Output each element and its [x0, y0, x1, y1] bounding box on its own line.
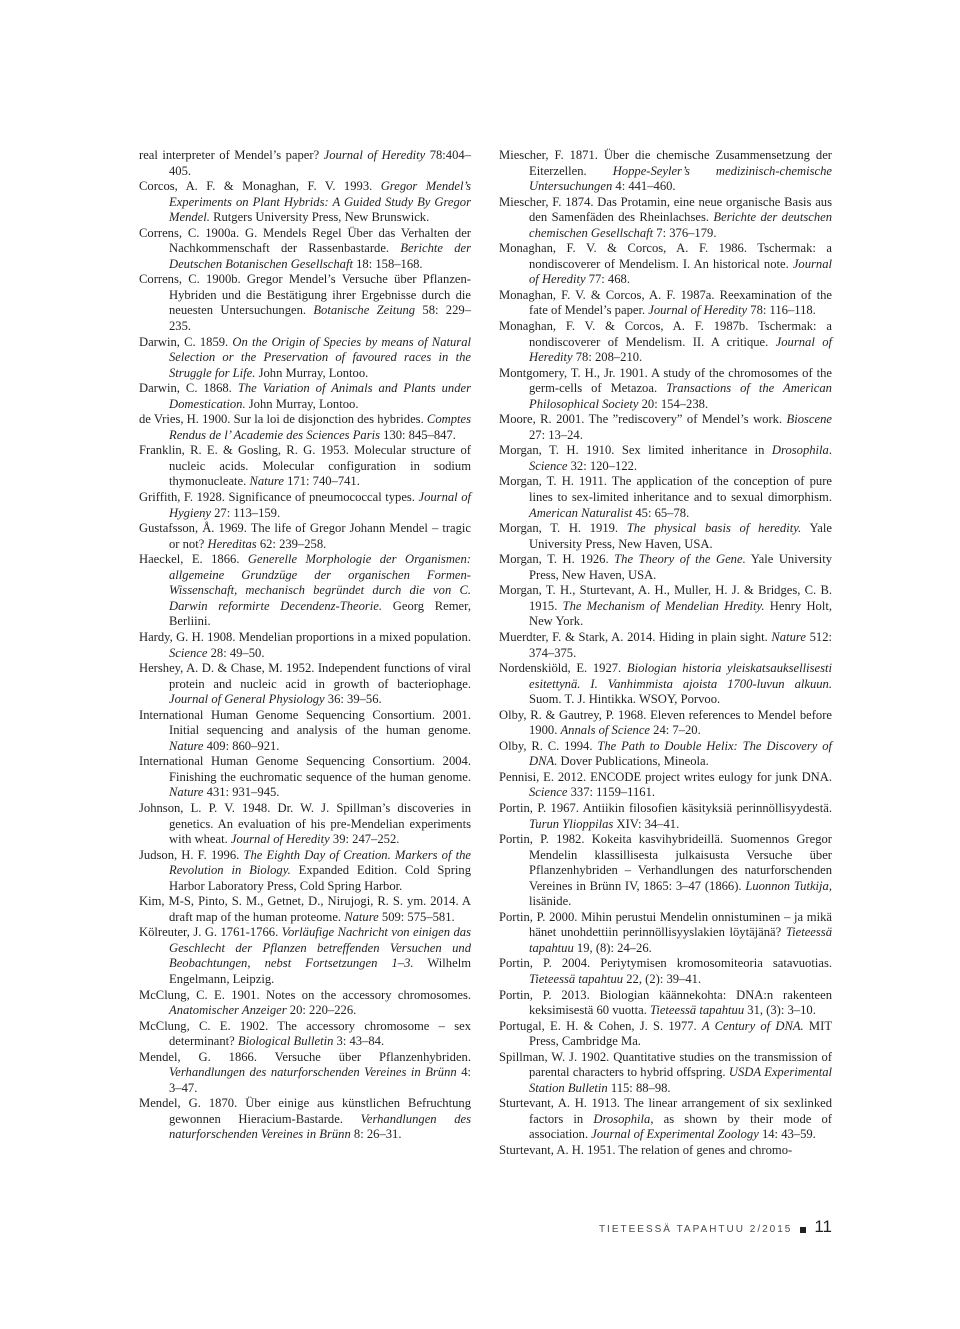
reference-text: Suom. T. J. Hintikka. WSOY, Porvoo.: [529, 692, 721, 707]
reference-text: 78:404–405.: [169, 148, 471, 178]
reference-italic-text: Journal of Heredity: [529, 256, 832, 287]
reference-text: 28: 49–50.: [207, 645, 265, 660]
reference-text: 78: 208–210.: [572, 350, 643, 365]
reference-italic-text: Journal of Heredity: [323, 148, 426, 162]
reference-text: 27: 113–159.: [210, 505, 281, 520]
reference-entry: [139, 521, 471, 552]
reference-text: Darwin, C. 1868.: [139, 381, 238, 396]
page-footer: [599, 1216, 832, 1236]
reference-text: Darwin, C. 1859.: [139, 334, 233, 349]
reference-entry: [499, 1143, 832, 1159]
reference-italic-text: Verhandlungen des naturforschenden Vereines in Brünn: [169, 1065, 457, 1080]
reference-text: Georg Remer, Berliini.: [169, 598, 471, 629]
reference-text: Muerdter, F. & Stark, A. 2014. Hiding in plain sight.: [499, 629, 772, 644]
reference-italic-text: The physical basis of heredity.: [626, 521, 802, 536]
reference-entry: [139, 552, 471, 630]
reference-text: 4: 3–47.: [169, 1065, 471, 1095]
reference-entry: [139, 272, 471, 334]
reference-text: 27: 13–24.: [529, 427, 583, 442]
reference-text: 39: 247–252.: [329, 832, 400, 847]
reference-italic-text: Luonnon Tutkija: [745, 878, 829, 893]
reference-entry: [139, 848, 471, 895]
reference-text: 512: 374–375.: [529, 629, 832, 660]
reference-text: .: [828, 443, 832, 458]
reference-text: Kölreuter, J. G. 1761-1766.: [139, 925, 282, 940]
reference-text: Johnson, L. P. V. 1948. Dr. W. J. Spillman’s discoveries in genetics. An evaluation of his pre-Mendelian experiments with wheat.: [139, 800, 471, 847]
reference-entry: [139, 335, 471, 382]
reference-italic-text: Drosophila: [771, 443, 829, 458]
reference-entry: [139, 490, 471, 521]
reference-entry: [499, 739, 832, 770]
reference-italic-text: Transactions of the American Philosophical Society: [529, 381, 832, 411]
reference-text: Monaghan, F. V. & Corcos, A. F. 1986. Tschermak: a nondiscoverer of Mendelism. I. An historical note.: [499, 241, 832, 271]
reference-italic-text: Annals of Science: [560, 723, 651, 738]
reference-italic-text: Berichte der deutschen chemischen Gesellschaft: [529, 210, 832, 240]
reference-text: Franklin, R. E. & Gosling, R. G. 1953. Molecular structure of nucleic acids. Molecular configuration in sodium thymonucleate.: [139, 443, 471, 489]
reference-italic-text: USDA Experimental Station Bulletin: [529, 1065, 832, 1095]
reference-text: Portin, P. 1982. Kokeita kasvihybrideillä. Suomennos Gregor Mendelin klassillisesta julkaisusta Versuche über Pflanzenhybriden – Verhandlungen des naturforschenden Vereines in Brünn IV, 1865: 3–47 (1866).: [499, 832, 832, 893]
reference-italic-text: Journal of Experimental Zoology: [591, 1127, 759, 1142]
reference-italic-text: Journal of Hygieny: [169, 490, 471, 520]
reference-text: 171: 740–741.: [283, 474, 360, 489]
reference-italic-text: Tieteessä tapahtuu: [529, 925, 832, 955]
reference-text: 7: 376–179.: [653, 225, 717, 240]
reference-italic-text: Drosophila: [593, 1111, 651, 1126]
reference-text: Griffith, F. 1928. Significance of pneumococcal types.: [139, 490, 419, 505]
reference-entry: [499, 1050, 832, 1097]
reference-entry: [499, 521, 832, 552]
reference-text: Sturtevant, A. H. 1913. The linear arrangement of six sexlinked factors in: [499, 1096, 832, 1126]
reference-text: 31, (3): 3–10.: [744, 1003, 816, 1018]
reference-text: 14: 43–59.: [758, 1127, 816, 1142]
reference-entry: [139, 754, 471, 801]
reference-entry: [499, 552, 832, 583]
reference-text: 115: 88–98.: [607, 1080, 671, 1095]
reference-text: XIV: 34–41.: [613, 816, 680, 831]
journal-issue-label: TIETEESSÄ TAPAHTUU 2/2015: [598, 1224, 793, 1235]
reference-text: 18: 158–168.: [352, 256, 423, 271]
reference-text: 62: 239–258.: [256, 536, 327, 551]
reference-text: Judson, H. F. 1996.: [139, 847, 244, 862]
reference-text: Spillman, W. J. 1902. Quantitative studies on the transmission of parental characters to hybrid offspring.: [499, 1049, 832, 1080]
reference-text: 77: 468.: [585, 272, 630, 287]
reference-text: McClung, C. E. 1902. The accessory chromosome – sex determinant?: [139, 1018, 471, 1049]
reference-text: Gustafsson, Å. 1969. The life of Gregor Johann Mendel – tragic or not?: [139, 521, 471, 551]
reference-entry: [499, 661, 832, 708]
reference-text: McClung, C. E. 1901. Notes on the accessory chromosomes.: [139, 987, 471, 1002]
reference-text: Olby, R. & Gautrey, P. 1968. Eleven references to Mendel before 1900.: [499, 707, 832, 738]
reference-italic-text: Tieteessä tapahtuu: [529, 971, 624, 986]
reference-text: International Human Genome Sequencing Consortium. 2004. Finishing the euchromatic sequence of the human genome.: [139, 754, 471, 784]
reference-italic-text: The Theory of the Gene.: [614, 552, 746, 567]
reference-italic-text: Biological Bulletin: [237, 1034, 334, 1049]
reference-text: 337: 1159–1161.: [567, 785, 656, 800]
reference-italic-text: On the Origin of Species by means of Natural Selection or the Preservation of favoured races in the Struggle for Life.: [169, 334, 471, 380]
reference-text: Morgan, T. H. 1919.: [499, 521, 627, 536]
reference-text: Yale University Press, New Haven, USA.: [529, 552, 832, 582]
reference-text: Haeckel, E. 1866.: [139, 552, 248, 567]
reference-italic-text: American Naturalist: [529, 505, 633, 520]
reference-text: 20: 220–226.: [286, 1003, 357, 1018]
reference-entry: [139, 894, 471, 925]
reference-italic-text: Nature: [344, 909, 379, 924]
reference-entry: [499, 988, 832, 1019]
reference-text: 431: 931–945.: [203, 785, 280, 800]
reference-entry: [499, 148, 832, 195]
reference-entry: [499, 583, 832, 630]
reference-text: Portin, P. 2004. Periytymisen kromosomiteoria satavuotias.: [499, 956, 832, 971]
reference-italic-text: Comptes Rendus de l’ Academie des Sciences Paris: [169, 412, 471, 442]
reference-text: 509: 575–581.: [378, 909, 455, 924]
reference-text: 36: 39–56.: [324, 692, 382, 707]
reference-text: Mendel, G. 1866. Versuche über Pflanzenhybriden.: [139, 1049, 471, 1064]
reference-entry: [139, 179, 471, 226]
reference-text: MIT Press, Cambridge Ma.: [529, 1018, 833, 1049]
reference-text: Henry Holt, New York.: [529, 598, 832, 629]
reference-entry: [499, 366, 832, 413]
reference-text: Portin, P. 1967. Antiikin filosofien käsityksiä perinnöllisyydestä.: [499, 800, 832, 815]
reference-text: Mendel, G. 1870. Über einige aus künstlichen Befruchtung gewonnen Hieracium-Bastarde.: [139, 1096, 471, 1126]
reference-italic-text: Gregor Mendel’s Experiments on Plant Hybrids: A Guided Study By Gregor Mendel.: [169, 179, 471, 225]
reference-text: 4: 441–460.: [612, 179, 676, 194]
reference-text: Olby, R. C. 1994.: [499, 738, 598, 753]
reference-italic-text: Nature: [249, 474, 284, 489]
reference-text: 32: 120–122.: [567, 458, 638, 473]
reference-text: Rutgers University Press, New Brunswick.: [209, 210, 430, 225]
reference-italic-text: Vorläufige Nachricht von einigen das Geschlecht der Pflanzen betreffenden Versuchen und Beobachtungen, nebst Fortsetzungen 1–3.: [169, 925, 471, 971]
reference-entry: [499, 412, 832, 443]
reference-text: 409: 860–921.: [203, 738, 280, 753]
reference-text: Morgan, T. H. 1911. The application of the conception of pure lines to sex-limited inheritance and to sexual dimorphism.: [499, 474, 832, 505]
reference-text: 22, (2): 39–41.: [623, 971, 702, 986]
reference-italic-text: Journal of Heredity: [230, 832, 330, 847]
reference-entry: [499, 241, 832, 288]
reference-text: Portugal, E. H. & Cohen, J. S. 1977.: [499, 1018, 702, 1033]
reference-italic-text: The Path to Double Helix: The Discovery of DNA.: [529, 738, 833, 769]
reference-italic-text: Hereditas: [207, 536, 257, 551]
reference-italic-text: Tieteessä tapahtuu: [650, 1003, 745, 1018]
reference-text: 8: 26–31.: [350, 1127, 402, 1142]
reference-text: Portin, P. 2000. Mihin perustui Mendelin onnistuminen – ja mikä hänet unohdettiin perinnöllisyyslakien löytäjänä?: [499, 909, 832, 940]
reference-text: Portin, P. 2013. Biologian käännekohta: DNA:n rakenteen keksimisestä 60 vuotta.: [499, 987, 832, 1018]
reference-text: 19, (8): 24–26.: [573, 940, 652, 955]
references-right-column: [499, 148, 832, 1159]
reference-entry: [139, 1050, 471, 1097]
reference-italic-text: Nature: [169, 738, 204, 753]
reference-text: Morgan, T. H. 1910. Sex limited inheritance in: [499, 443, 772, 458]
reference-italic-text: Nature: [771, 629, 806, 644]
reference-entry: [139, 988, 471, 1019]
reference-italic-text: Science: [169, 645, 208, 660]
reference-entry: [499, 770, 832, 801]
reference-italic-text: The Eighth Day of Creation. Markers of the Revolution in Biology.: [169, 847, 471, 878]
reference-text: Corcos, A. F. & Monaghan, F. V. 1993.: [139, 179, 381, 194]
reference-entry: [139, 148, 471, 179]
references-left-column: [139, 148, 471, 1143]
reference-entry: [499, 801, 832, 832]
reference-italic-text: Generelle Morphologie der Organismen: allgemeine Grundzüge der organischen Formen-Wissenschaft, mechanisch begründet durch die von C. Darwin reformirte Decendenz-Theorie.: [169, 552, 471, 613]
reference-text: Miescher, F. 1871. Über die chemische Zusammensetzung der Eiterzellen.: [499, 148, 832, 178]
reference-italic-text: Bioscene: [786, 412, 832, 427]
reference-entry: [499, 708, 832, 739]
reference-entry: [139, 925, 471, 987]
reference-text: Dover Publications, Mineola.: [557, 754, 709, 769]
reference-text: Kim, M-S, Pinto, S. M., Getnet, D., Nirujogi, R. S. ym. 2014. A draft map of the human proteome.: [139, 894, 471, 924]
reference-entry: [139, 661, 471, 708]
reference-entry: [139, 801, 471, 848]
reference-entry: [499, 195, 832, 242]
reference-entry: [139, 381, 471, 412]
reference-text: Monaghan, F. V. & Corcos, A. F. 1987a. Reexamination of the fate of Mendel’s paper.: [499, 287, 832, 318]
reference-italic-text: Journal of Heredity: [529, 334, 833, 365]
reference-italic-text: A Century of DNA.: [701, 1018, 804, 1033]
reference-text: John Murray, Lontoo.: [245, 396, 359, 411]
reference-italic-text: Botanische Zeitung: [313, 303, 416, 318]
reference-text: 78: 116–118.: [747, 303, 816, 318]
reference-text: de Vries, H. 1900. Sur la loi de disjonction des hybrides.: [139, 412, 427, 427]
reference-entry: [499, 630, 832, 661]
reference-text: 20: 154–238.: [638, 396, 709, 411]
page-number: 11: [814, 1217, 832, 1236]
reference-text: Wilhelm Engelmann, Leipzig.: [169, 956, 471, 986]
reference-text: 24: 7–20.: [650, 723, 701, 738]
reference-text: Correns, C. 1900a. G. Mendels Regel Über das Verhalten der Nachkommenschaft der Rassenbastarde.: [139, 225, 471, 256]
reference-text: 58: 229–235.: [169, 303, 471, 334]
reference-text: Morgan, T. H. 1926.: [499, 552, 615, 567]
reference-italic-text: Journal of Heredity: [648, 303, 748, 318]
reference-text: real interpreter of Mendel’s paper?: [139, 148, 324, 162]
reference-italic-text: The Mechanism of Mendelian Hredity.: [562, 598, 765, 613]
reference-text: , as shown by their mode of association.: [529, 1111, 833, 1142]
reference-text: Hershey, A. D. & Chase, M. 1952. Independent functions of viral protein and nucleic acid in growth of bacteriophage.: [139, 661, 471, 691]
reference-italic-text: Turun Ylioppilas: [529, 816, 614, 831]
reference-entry: [499, 443, 832, 474]
reference-italic-text: Science: [529, 458, 568, 473]
reference-italic-text: Science: [529, 785, 568, 800]
reference-text: Montgomery, T. H., Jr. 1901. A study of the chromosomes of the germ-cells of Metazoa.: [499, 365, 832, 396]
reference-italic-text: Berichte der Deutschen Botanischen Gesellschaft: [169, 241, 471, 271]
reference-italic-text: Nature: [169, 785, 204, 800]
reference-entry: [499, 288, 832, 319]
reference-text: 45: 65–78.: [632, 505, 690, 520]
reference-italic-text: Biologian historia yleiskatsauksellisesti esitettynä. I. Vanhimmista ajoista 1700-luvun alkuun.: [529, 661, 832, 691]
reference-text: Hardy, G. H. 1908. Mendelian proportions in a mixed population.: [139, 629, 471, 644]
footer-square-icon: [800, 1227, 806, 1233]
reference-italic-text: Journal of General Physiology: [169, 692, 325, 707]
reference-entry: [499, 319, 832, 366]
reference-italic-text: Hoppe-Seyler’s medizinisch-chemische Untersuchungen: [529, 163, 832, 194]
reference-entry: [499, 832, 832, 910]
reference-text: John Murray, Lontoo.: [255, 365, 369, 380]
reference-text: 130: 845–847.: [380, 427, 456, 442]
reference-text: Nordenskiöld, E. 1927.: [499, 661, 627, 676]
reference-entry: [139, 412, 471, 443]
reference-text: Correns, C. 1900b. Gregor Mendel’s Versuche über Pflanzen-Hybriden und die Bestätigung ihrer Ergebnisse durch die neuesten Untersuchungen.: [139, 272, 471, 318]
reference-text: Monaghan, F. V. & Corcos, A. F. 1987b. Tschermak: a nondiscoverer of Mendelism. II. A critique.: [499, 319, 832, 349]
reference-text: , lisänide.: [529, 878, 832, 909]
reference-entry: [139, 226, 471, 273]
reference-text: Miescher, F. 1874. Das Protamin, eine neue organische Basis aus den Samenfäden des Rheinlachses.: [499, 194, 832, 225]
reference-text: Morgan, T. H., Sturtevant, A. H., Muller, H. J. & Bridges, C. B. 1915.: [499, 583, 832, 613]
reference-entry: [499, 1019, 832, 1050]
reference-entry: [499, 474, 832, 521]
reference-entry: [139, 630, 471, 661]
reference-italic-text: Anatomischer Anzeiger: [169, 1003, 287, 1018]
reference-text: 3: 43–84.: [333, 1034, 385, 1049]
reference-entry: [139, 443, 471, 490]
reference-text: Moore, R. 2001. The ”rediscovery” of Mendel’s work.: [499, 412, 787, 427]
reference-entry: [499, 910, 832, 957]
reference-entry: [139, 708, 471, 755]
reference-entry: [139, 1096, 471, 1143]
reference-entry: [499, 1096, 832, 1143]
reference-text: Sturtevant, A. H. 1951. The relation of genes and chromo-: [499, 1143, 793, 1157]
reference-text: Yale University Press, New Haven, USA.: [529, 521, 832, 551]
reference-italic-text: The Variation of Animals and Plants under Domestication.: [169, 381, 471, 411]
reference-text: Pennisi, E. 2012. ENCODE project writes eulogy for junk DNA.: [499, 769, 832, 784]
reference-entry: [499, 956, 832, 987]
reference-italic-text: Verhandlungen des naturforschenden Vereines in Brünn: [169, 1111, 471, 1142]
reference-entry: [139, 1019, 471, 1050]
reference-text: Expanded Edition. Cold Spring Harbor Laboratory Press, Cold Spring Harbor.: [169, 863, 471, 893]
reference-text: International Human Genome Sequencing Consortium. 2001. Initial sequencing and analysis of the human genome.: [139, 707, 471, 738]
